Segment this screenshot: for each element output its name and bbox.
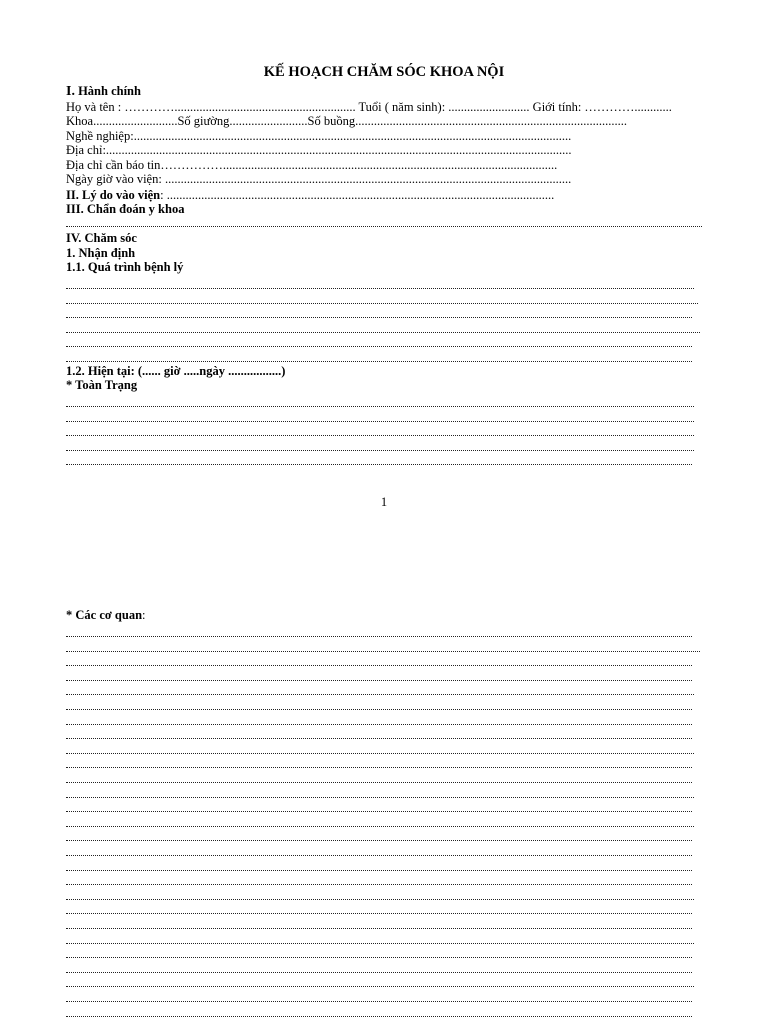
section-3-label: III. Chẩn đoán y khoa [66, 202, 185, 216]
organs-dotted-line [66, 753, 692, 768]
general-condition-dotted-line [66, 450, 692, 465]
organs-dotted-line [66, 797, 692, 812]
organs-label: * Các cơ quan [66, 608, 143, 622]
organs-dotted-line [66, 856, 692, 871]
disease-process-dotted-line [66, 303, 692, 318]
general-condition-dotted-line [66, 392, 694, 407]
current-status-time: (...... giờ .....ngày .................) [134, 364, 286, 378]
section-4-label: IV. Chăm sóc [66, 231, 137, 245]
disease-process-dotted-line [66, 318, 700, 333]
general-condition-dotted-line [66, 436, 694, 451]
organs-dotted-line [66, 914, 692, 929]
organs-dotted-line [66, 695, 692, 710]
section-2-label: II. Lý do vào viện [66, 188, 161, 202]
section-1-number: I. [66, 84, 75, 99]
organs-dotted-line [66, 870, 692, 885]
document-title: KẾ HOẠCH CHĂM SÓC KHOA NỘI [263, 64, 505, 80]
organs-dotted-line [66, 899, 692, 914]
organs-dotted-line [66, 826, 692, 841]
diagnosis-dotted-line [66, 212, 702, 227]
organs-dotted-line [66, 987, 692, 1002]
address-line: Địa chỉ:..................................................................................................................................................... [66, 143, 572, 157]
section-1-text: Hành chính [74, 84, 141, 98]
assessment-label: 1. Nhận định [66, 246, 136, 260]
general-condition-dotted-line [66, 421, 694, 436]
organs-dotted-line [66, 1002, 692, 1017]
organs-dotted-line [66, 680, 694, 695]
disease-process-dotted-line [66, 332, 692, 347]
organs-dotted-line [66, 812, 694, 827]
section-2-line [66, 188, 554, 202]
organs-dotted-line [66, 724, 692, 739]
patient-name-line: Họ và tên : ………….......................................................... Tuổi ( năm sinh): .......................... Giới tính: …………............ [66, 100, 672, 114]
page-number: 1 [380, 495, 388, 509]
section-1-heading [66, 84, 141, 99]
organs-dotted-line [66, 885, 694, 900]
organs-dotted-line [66, 768, 692, 783]
organs-dotted-line [66, 929, 694, 944]
organs-line [66, 608, 146, 622]
organs-dotted-line [66, 666, 692, 681]
disease-process-label: 1.1. Quá trình bệnh lý [66, 260, 184, 274]
disease-process-dotted-line [66, 347, 692, 362]
contact-address-line: Địa chỉ cần báo tin……………........................................................................................................... [66, 158, 558, 172]
organs-dotted-line [66, 637, 700, 652]
organs-dotted-line [66, 739, 694, 754]
organs-dotted-line [66, 972, 694, 987]
organs-dotted-line [66, 622, 692, 637]
organs-dotted-line [66, 651, 692, 666]
organs-dotted-line [66, 783, 694, 798]
general-condition-label: * Toàn Trạng [66, 378, 138, 392]
disease-process-dotted-line [66, 289, 698, 304]
organs-dotted-line [66, 943, 692, 958]
organs-colon: : [142, 608, 146, 622]
organs-dotted-line [66, 710, 692, 725]
occupation-line: Nghề nghiệp:............................................................................................................................................ [66, 129, 572, 143]
current-status-label: 1.2. Hiện tại: [66, 364, 135, 378]
organs-dotted-line [66, 841, 692, 856]
current-status-line [66, 364, 285, 378]
organs-dotted-line [66, 958, 692, 973]
ward-bed-room-line: Khoa...........................Số giường.........................Số buồng....................................................................................... [66, 114, 627, 128]
admission-time-line: Ngày giờ vào viện: .................................................................................................................................. [66, 172, 572, 186]
disease-process-dotted-line [66, 274, 694, 289]
section-2-fill: : ............................................................................................................................ [160, 188, 555, 202]
general-condition-dotted-line [66, 407, 694, 422]
